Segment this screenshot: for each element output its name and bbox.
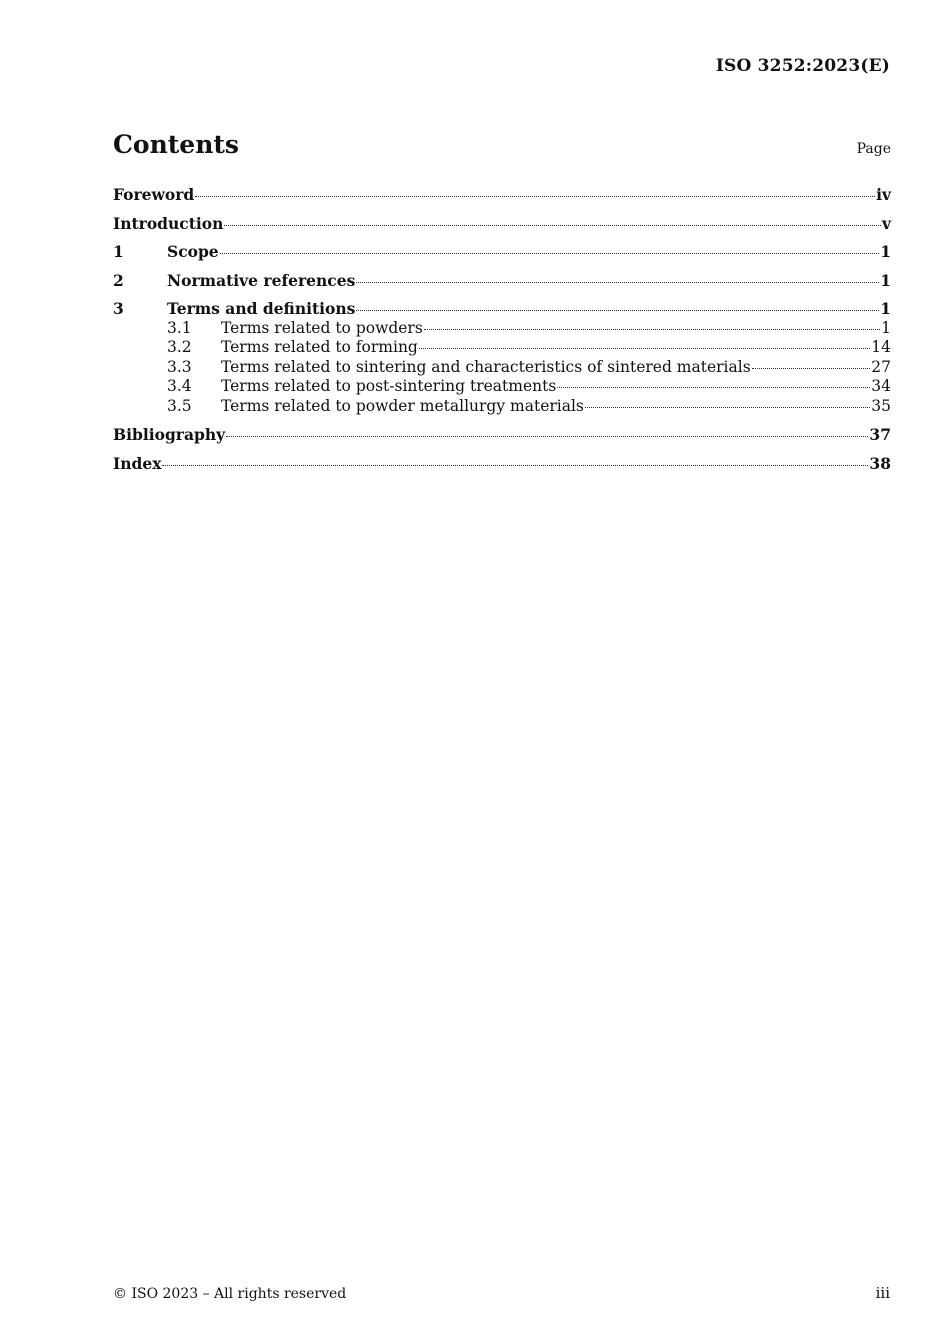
toc-entry-3-2[interactable] — [113, 338, 891, 358]
dot-leader — [220, 252, 880, 254]
dot-leader — [195, 195, 875, 197]
toc-title: Contents — [113, 130, 240, 159]
toc-entry-number: 3.1 — [167, 318, 192, 337]
document-identifier: ISO 3252:2023(E) — [715, 56, 890, 76]
copyright-notice: © ISO 2023 – All rights reserved — [113, 1286, 347, 1302]
dot-leader — [752, 367, 871, 369]
toc-entry-page: 1 — [880, 242, 891, 261]
toc-entry-page: 1 — [880, 270, 891, 290]
toc-entry-title: Introduction — [113, 213, 224, 233]
toc-entry-title: Index — [113, 453, 162, 473]
toc-entry-index[interactable] — [113, 454, 891, 474]
toc-entry-title: Scope — [167, 242, 219, 261]
dot-leader — [419, 347, 870, 349]
toc-entry-title: Normative references — [167, 270, 356, 290]
toc-entry-terms-and-definitions[interactable] — [113, 299, 891, 319]
dot-leader — [585, 406, 870, 408]
table-of-contents — [113, 185, 891, 473]
dot-leader — [224, 224, 881, 226]
dot-leader — [226, 435, 868, 437]
toc-entry-page: iv — [876, 185, 891, 204]
toc-entry-number: 2 — [113, 270, 124, 290]
toc-entry-page: 34 — [871, 377, 891, 395]
toc-entry-title: Terms related to post-sintering treatments — [221, 377, 557, 395]
toc-entry-3-5[interactable] — [113, 397, 891, 417]
toc-entry-page: 27 — [871, 357, 891, 376]
toc-entry-page: 38 — [869, 453, 891, 473]
toc-entry-number: 3.2 — [167, 338, 192, 356]
toc-entry-page: v — [881, 213, 891, 233]
toc-entry-scope[interactable] — [113, 242, 891, 262]
toc-entry-3-1[interactable] — [113, 319, 891, 339]
toc-entry-introduction[interactable] — [113, 214, 891, 234]
toc-entry-title: Terms related to powders — [221, 318, 423, 337]
toc-entry-number: 3.4 — [167, 377, 192, 395]
toc-entry-3-3[interactable] — [113, 358, 891, 378]
toc-entry-page: 1 — [880, 299, 891, 318]
toc-entry-title: Foreword — [113, 185, 195, 204]
toc-entry-number: 3.5 — [167, 396, 192, 415]
toc-entry-title: Terms related to powder metallurgy materials — [221, 396, 584, 415]
toc-entry-title: Bibliography — [113, 425, 226, 444]
toc-entry-title: Terms related to sintering and characteristics of sintered materials — [221, 357, 751, 376]
page-number: iii — [875, 1284, 890, 1302]
toc-entry-page: 37 — [869, 425, 891, 444]
dot-leader — [424, 328, 880, 330]
toc-entry-3-4[interactable] — [113, 377, 891, 397]
dot-leader — [162, 464, 868, 466]
dot-leader — [356, 309, 879, 311]
toc-entry-number: 3 — [113, 299, 124, 318]
toc-entry-number: 3.3 — [167, 357, 192, 376]
toc-entry-bibliography[interactable] — [113, 425, 891, 445]
toc-entry-title: Terms related to forming — [221, 338, 418, 356]
toc-entry-number: 1 — [113, 242, 124, 261]
page-column-label: Page — [856, 141, 891, 157]
toc-entry-page: 35 — [871, 396, 891, 415]
toc-entry-title: Terms and definitions — [167, 299, 356, 318]
toc-entry-page: 14 — [871, 338, 891, 356]
toc-entry-foreword[interactable] — [113, 185, 891, 205]
toc-header — [113, 130, 891, 159]
dot-leader — [356, 281, 879, 283]
toc-entry-normative-references[interactable] — [113, 271, 891, 291]
toc-entry-page: 1 — [881, 318, 891, 337]
dot-leader — [557, 386, 870, 388]
